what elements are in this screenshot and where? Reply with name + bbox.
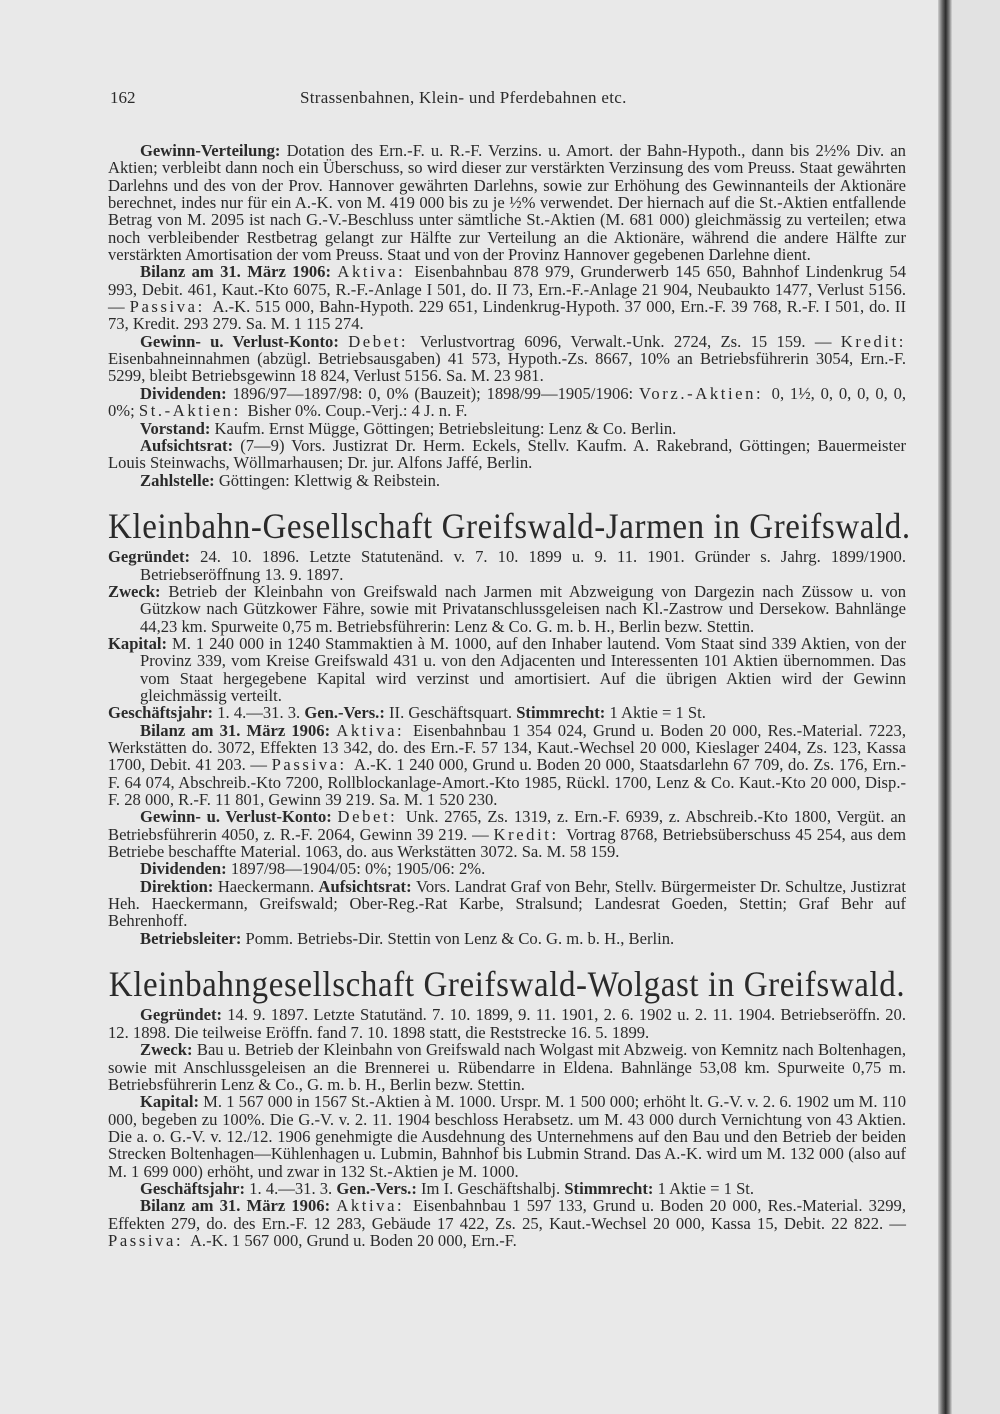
field-text: 1897/98—1904/05: 0%; 1905/06: 2%. <box>230 859 486 879</box>
field-label: Direktion: <box>140 876 218 896</box>
field-text: Verlustvortrag 6096, Verwalt.-Unk. 2724, Zs. 15 159. — <box>419 331 841 351</box>
entry-paragraph <box>108 142 906 263</box>
entry-paragraph <box>108 583 906 635</box>
page-body <box>108 141 911 1250</box>
entry-paragraph <box>108 1093 906 1180</box>
continued-entry <box>108 142 906 489</box>
field-text: Im I. Geschäftshalbj. <box>421 1178 565 1198</box>
entry-paragraph <box>108 704 906 721</box>
field-text: A.-K. 1 567 000, Grund u. Boden 20 000, Ern.-F. <box>189 1230 517 1250</box>
field-text: Vortrag 8768, Betriebsüberschuss 45 254, aus dem Betriebe beschaffte Material. 1063, do. aus Werkstätten 3072. Sa. M. 58 159. <box>108 824 907 862</box>
field-label: Gewinn- u. Verlust-Konto: <box>140 807 338 827</box>
company-entry <box>108 965 907 1250</box>
field-label: Aufsichtsrat: <box>140 435 241 455</box>
spaced-heading: Passiva: <box>271 755 354 775</box>
field-text: M. 1 240 000 in 1240 Stammaktien à M. 1000, auf den Inhaber lautend. Vom Staat sind 339 Aktien, von der Provinz 339, vom Kreise Greifswald 431 u. von den Adjacenten und Interessenten 101 Aktien übernommen. Das vom Staat hergegebene Kapital wird verzinst und amortisiert. Auf die übrigen Aktien wird der Gewinn gleichmässig verteilt. <box>140 633 906 705</box>
entry-paragraph <box>108 1197 906 1249</box>
field-label: Zahlstelle: <box>140 470 219 490</box>
spaced-heading: Vorz.-Aktien: <box>638 383 772 403</box>
field-text: Eisenbahnbau 878 979, Grunderwerb 145 650, Bahnhof Lindenkrug 54 993, Debit. 461, Kaut.-Kto 6075, R.-F.-Anlage I 501, do. II 73, Ern.-F.-Anlage 21 904, Neubaukto 1477, Verlust 5156. — <box>108 262 906 317</box>
field-text: 1 Aktie = 1 St. <box>657 1178 755 1198</box>
field-text: Bau u. Betrieb der Kleinbahn von Greifswald nach Wolgast mit Abzweig. von Kemnitz nach Boltenhagen, sowie mit Anschlussgeleisen an die Brennerei u. Rübendarre in Eldena. Bahnlänge 53,08 km. Spurweite 0,75 m. Betriebsführerin Lenz & Co., G. m. b. H., Berlin bezw. Stettin. <box>108 1040 906 1094</box>
field-label: Kapital: <box>140 1092 204 1112</box>
field-label: Gen.-Vers.: <box>304 703 390 723</box>
field-text: Eisenbahnbau 1 597 133, Grund u. Boden 20 000, Res.-Material. 3299, Effekten 279, do. des Ern.-F. 12 283, Gebäude 17 422, Zs. 25, Kaut.-Wechsel 20 000, Kassa 15, Debit. 22 822. — <box>108 1196 907 1233</box>
field-text: Bisher 0%. Coup.-Verj.: 4 J. n. F. <box>247 401 468 421</box>
company-title: Kleinbahngesellschaft Greifswald-Wolgast in Greifswald. <box>108 965 906 1005</box>
page-binding-edge <box>938 0 952 1414</box>
field-label: Betriebsleiter: <box>140 928 246 948</box>
entry-paragraph <box>108 808 906 860</box>
entry-paragraph <box>108 878 906 930</box>
spaced-heading: Aktiva: <box>337 262 415 282</box>
entry-paragraph <box>108 860 906 877</box>
entry-paragraph <box>108 437 906 472</box>
field-label: Zweck: <box>108 581 169 601</box>
spaced-heading: Kredit: <box>840 331 906 351</box>
spaced-heading: Aktiva: <box>336 1196 414 1216</box>
field-text: 1896/97—1897/98: 0, 0% (Bauzeit); 1898/99—1905/1906: <box>232 383 639 403</box>
field-label: Geschäftsjahr: <box>108 703 218 723</box>
field-text: A.-K. 515 000, Bahn-Hypoth. 229 651, Lindenkrug-Hypoth. 37 000, Ern.-F. 39 768, R.-F. I 501, do. II 73, Kredit. 293 279. Sa. M. 1 115 274. <box>108 297 906 334</box>
entry-paragraph <box>108 635 906 704</box>
field-label: Gegründet: <box>140 1005 228 1025</box>
field-text: M. 1 567 000 in 1567 St.-Aktien à M. 1000. Urspr. M. 1 500 000; erhöht lt. G.-V. v. 2. 6. 1902 um M. 110 000, begeben zu 100%. Die G.-V. v. 2. 11. 1904 beschloss Herabsetz. um M. 43 000 durch Vernichtung von 43 Aktien. Die a. o. G.-V. v. 12./12. 1906 genehmigte die Ausdehnung des Unternehmens auf den Bau und den Betrieb der beiden Strecken Boltenhagen—Kühlenhagen u. Lubmin, Bahnhof bis Lubmin Strand. Das A.-K. wird um M. 132 000 (also auf M. 1 699 000) erhöht, und zwar in 132 St.-Aktien je M. 1000. <box>108 1092 906 1181</box>
spaced-heading: Aktiva: <box>336 720 414 740</box>
field-label: Gen.-Vers.: <box>336 1178 422 1198</box>
field-label: Dividenden: <box>140 859 231 879</box>
entry-paragraph <box>108 333 906 385</box>
field-text: 14. 9. 1897. Letzte Statutänd. 7. 10. 1899, 9. 11. 1901, 2. 6. 1902 u. 2. 11. 1904. Betriebseröffn. 20. 12. 1898. Die teilweise Eröffn. fand 7. 10. 1898 statt, die Reststrecke 16. 5. 1899. <box>108 1005 906 1042</box>
spaced-heading: Debet: <box>337 807 406 827</box>
entry-paragraph <box>108 548 906 583</box>
running-title: Strassenbahnen, Klein- und Pferdebahnen etc. <box>300 88 627 107</box>
entry-paragraph <box>108 722 906 809</box>
field-label: Gegründet: <box>108 547 201 567</box>
field-label: Bilanz am 31. März 1906: <box>140 262 338 282</box>
field-label: Stimmrecht: <box>564 1178 658 1198</box>
entry-paragraph <box>108 385 906 420</box>
page-header <box>110 88 905 112</box>
field-text: Pomm. Betriebs-Dir. Stettin von Lenz & Co. G. m. b. H., Berlin. <box>245 928 675 948</box>
field-text: Eisenbahnbau 1 354 024, Grund u. Boden 20 000, Res.-Material. 7223, Werkstätten do. 3072, Effekten 13 342, do. des Ern.-F. 57 134, Kaut.-Wechsel 20 000, Kieslager 2404, Zs. 123, Kassa 1700, Debit. 41 203. — <box>108 720 907 775</box>
entry-paragraph <box>108 1041 906 1093</box>
page-number: 162 <box>110 88 136 107</box>
entry-paragraph <box>108 930 906 947</box>
field-text: Vors. Landrat Graf von Behr, Stellv. Bürgermeister Dr. Schultze, Justizrat Heh. Haeckermann, Greifswald; Ober-Reg.-Rat Karbe, Stralsund; Landesrat Goeden, Stettin; Graf Behr auf Behrenhoff. <box>108 876 907 931</box>
field-text: Unk. 2765, Zs. 1319, z. Ern.-F. 6939, z. Abschreib.-Kto 1800, Vergüt. an Betriebsführerin 4050, z. R.-F. 2064, Gewinn 39 219. — <box>108 807 906 844</box>
spaced-heading: Kredit: <box>493 824 567 844</box>
field-text: Betrieb der Kleinbahn von Greifswald nach Jarmen mit Abzweigung von Dargezin nach Züssow u. von Gützkow nach Gützkower Fähre, sowie mit Privatanschlussgeleisen nach Kl.-Zastrow und Dersekow. Bahnlänge 44,23 km. Spurweite 0,75 m. Betriebsführerin: Lenz & Co. G. m. b. H., Berlin bezw. Stettin. <box>140 581 907 636</box>
field-text: 1. 4.—31. 3. <box>249 1178 337 1198</box>
entry-paragraph <box>108 472 906 489</box>
field-label: Stimmrecht: <box>516 703 610 723</box>
field-label: Dividenden: <box>140 383 233 403</box>
field-label: Bilanz am 31. März 1906: <box>140 720 337 740</box>
field-label: Kapital: <box>108 633 173 653</box>
spaced-heading: Passiva: <box>129 297 213 317</box>
company-entry <box>108 507 911 948</box>
company-title: Kleinbahn-Gesellschaft Greifswald-Jarmen in Greifswald. <box>108 507 911 547</box>
field-text: Kaufm. Ernst Mügge, Göttingen; Betriebsleitung: Lenz & Co. Berlin. <box>214 418 677 438</box>
field-text: Haeckermann. <box>217 876 319 896</box>
field-label: Gewinn-Verteilung: <box>140 141 287 160</box>
field-text: Dotation des Ern.-F. u. R.-F. Verzins. u. Amort. der Bahn-Hypoth., dann bis 2½% Div. an Aktien; verbleibt dann noch ein Überschuss, so wird dieser zur verstärkten Verzinsung des vom Preuss. Staat gewährten Darlehns und des von der Prov. Hannover gewährten Darlehns, sowie zur Erhöhung des Gewinnanteils der Aktionäre berechnet, indes nur für ein A.-K. von M. 419 000 bis zu je ½% verwendet. Der hiernach auf die St.-Aktien entfallende Betrag von M. 2095 ist nach G.-V.-Beschluss unter sämtliche St.-Aktien (M. 681 000) gleichmässig zu verteilen; etwa noch verbleibender Restbetrag gelangt zur Hälfte zur Verteilung an die Aktionäre, während die andere Hälfte zur verstärkten Amortisation der vom Preuss. Staat und von der Provinz Hannover gegebenen Darlehne dient. <box>108 141 906 265</box>
spaced-heading: St.-Aktien: <box>138 401 248 421</box>
page-margin-edge <box>952 0 1000 1414</box>
field-text: 24. 10. 1896. Letzte Statutenänd. v. 7. 10. 1899 u. 9. 11. 1901. Gründer s. Jahrg. 1899/1900. Betriebseröffnung 13. 9. 1897. <box>140 547 906 584</box>
spaced-heading: Debet: <box>348 331 420 351</box>
entry-paragraph <box>108 1006 906 1041</box>
field-label: Gewinn- u. Verlust-Konto: <box>140 331 349 351</box>
field-label: Geschäftsjahr: <box>140 1178 250 1198</box>
field-text: 1 Aktie = 1 St. <box>609 703 706 723</box>
field-text: Eisenbahneinnahmen (abzügl. Betriebsausgaben) 41 573, Hypoth.-Zs. 8667, 10% an Betriebsführerin 3054, Ern.-F. 5299, bleibt Betriebsgewinn 18 824, Verlust 5156. Sa. M. 23 981. <box>108 349 906 386</box>
field-label: Zweck: <box>140 1040 197 1060</box>
field-text: II. Geschäftsquart. <box>389 703 517 723</box>
field-text: (7—9) Vors. Justizrat Dr. Herm. Eckels, Stellv. Kaufm. A. Rakebrand, Göttingen; Bauermeister Louis Steinwachs, Wöllmarhausen; Dr. jur. Alfons Jaffé, Berlin. <box>108 435 906 473</box>
entry-paragraph <box>108 1180 906 1197</box>
field-text: Göttingen: Klettwig & Reibstein. <box>218 470 441 490</box>
field-label: Vorstand: <box>140 418 215 438</box>
field-text: 0, 1½, 0, 0, 0, 0, 0, 0%; <box>108 383 907 421</box>
entry-paragraph <box>108 420 906 437</box>
field-text: 1. 4.—31. 3. <box>217 703 305 723</box>
field-text: A.-K. 1 240 000, Grund u. Boden 20 000, Staatsdarlehn 67 709, do. Zs. 176, Ern.-F. 64 074, Abschreib.-Kto 7200, Rollblockanlage-Amort.-Kto 1985, Rückl. 1700, Lenz & Co. Kaut.-Kto 20 000, Disp.-F. 28 000, R.-F. 11 801, Gewinn 39 219. Sa. M. 1 520 230. <box>108 755 906 810</box>
field-label: Bilanz am 31. März 1906: <box>140 1196 337 1216</box>
spaced-heading: Passiva: <box>108 1230 190 1250</box>
field-label: Aufsichtsrat: <box>318 876 416 896</box>
entry-paragraph <box>108 263 906 332</box>
